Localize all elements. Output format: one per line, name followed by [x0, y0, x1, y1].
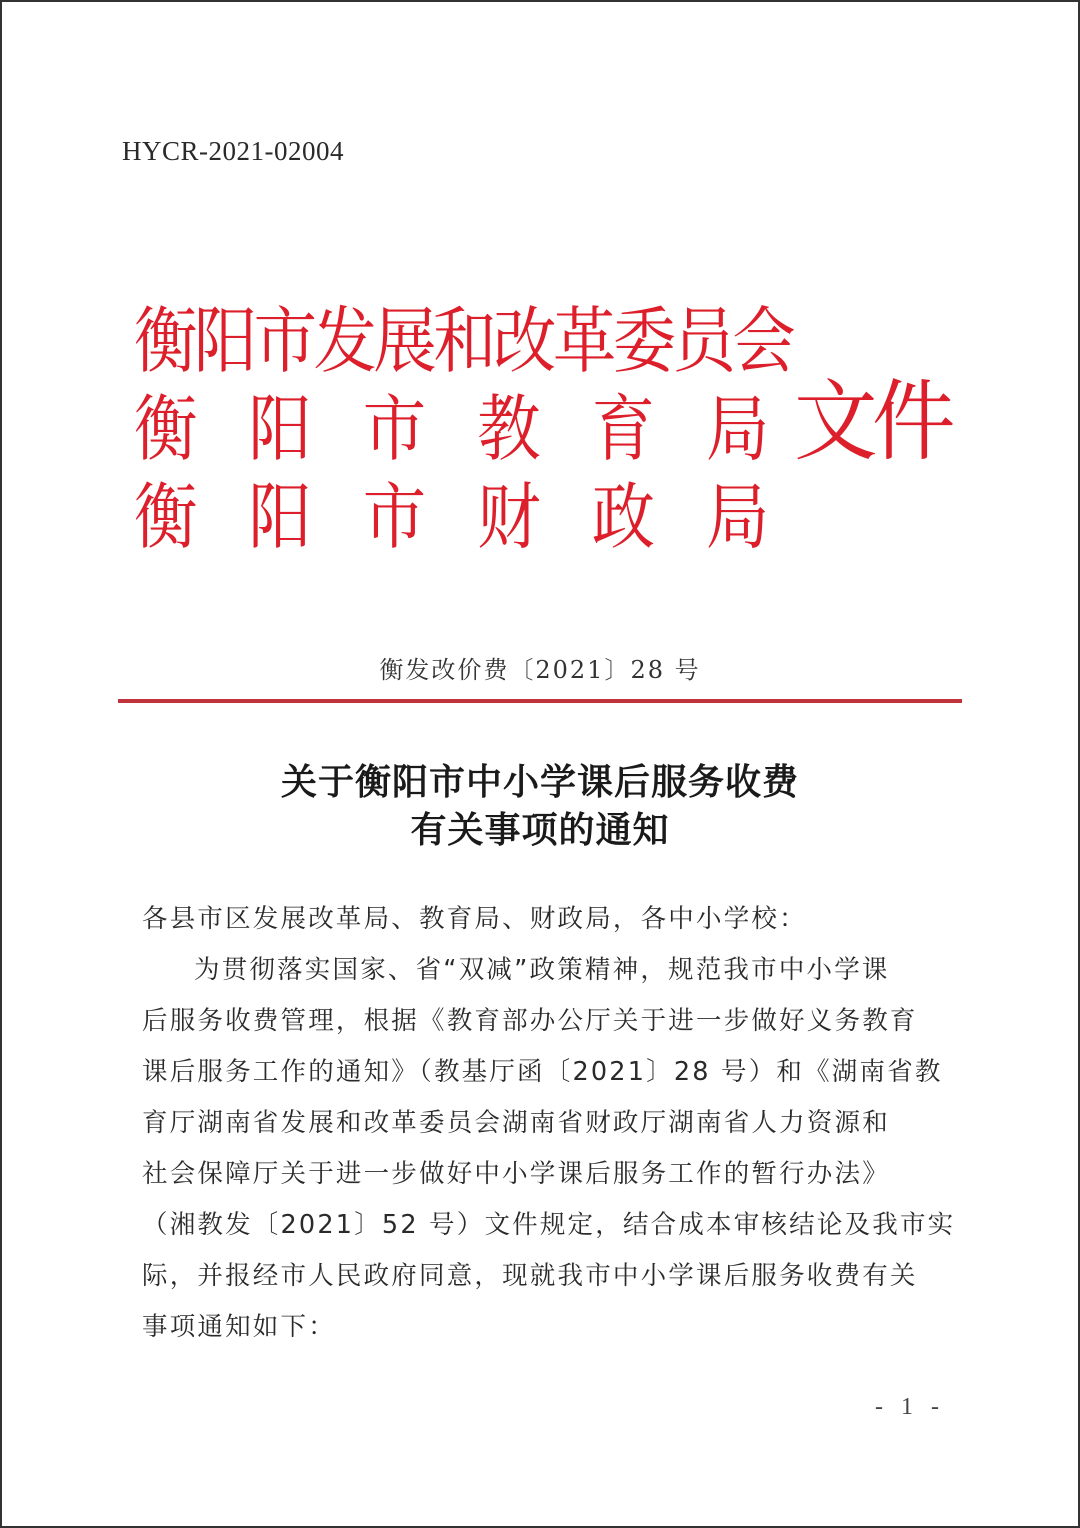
issuer-finance-bureau: 衡阳市财政局	[134, 475, 821, 559]
issuer-education-bureau: 衡阳市教育局	[134, 387, 821, 471]
body-line: 际，并报经市人民政府同意，现就我市中小学课后服务收费有关	[142, 1261, 918, 1291]
body-line: 社会保障厅关于进一步做好中小学课后服务工作的暂行办法》	[142, 1159, 890, 1189]
page-number: - 1 -	[875, 1394, 945, 1420]
body-line: 事项通知如下：	[142, 1312, 336, 1342]
salutation: 各县市区发展改革局、教育局、财政局，各中小学校：	[142, 904, 807, 934]
document-header-suffix: 文件	[794, 370, 950, 473]
title-line-1: 关于衡阳市中小学课后服务收费	[280, 761, 799, 803]
issuer-development-reform-commission: 衡阳市发展和改革委员会	[134, 299, 793, 383]
document-body	[142, 897, 956, 1356]
body-line: 育厅湖南省发展和改革委员会湖南省财政厅湖南省人力资源和	[142, 1108, 890, 1138]
body-line: 课后服务工作的通知》（教基厅函〔2021〕28 号）和《湖南省教	[142, 1057, 943, 1087]
body-line: （湘教发〔2021〕52 号）文件规定，结合成本审核结论及我市实	[142, 1210, 956, 1240]
red-divider	[118, 699, 962, 703]
body-line: 后服务收费管理，根据《教育部办公厅关于进一步做好义务教育	[142, 1006, 918, 1036]
body-line: 为贯彻落实国家、省“双减”政策精神，规范我市中小学课	[194, 955, 890, 985]
document-number: 衡发改价费〔2021〕28 号	[379, 656, 701, 684]
document-code: HYCR-2021-02004	[122, 136, 344, 166]
document-title	[0, 758, 1080, 854]
title-line-2: 有关事项的通知	[410, 809, 670, 851]
